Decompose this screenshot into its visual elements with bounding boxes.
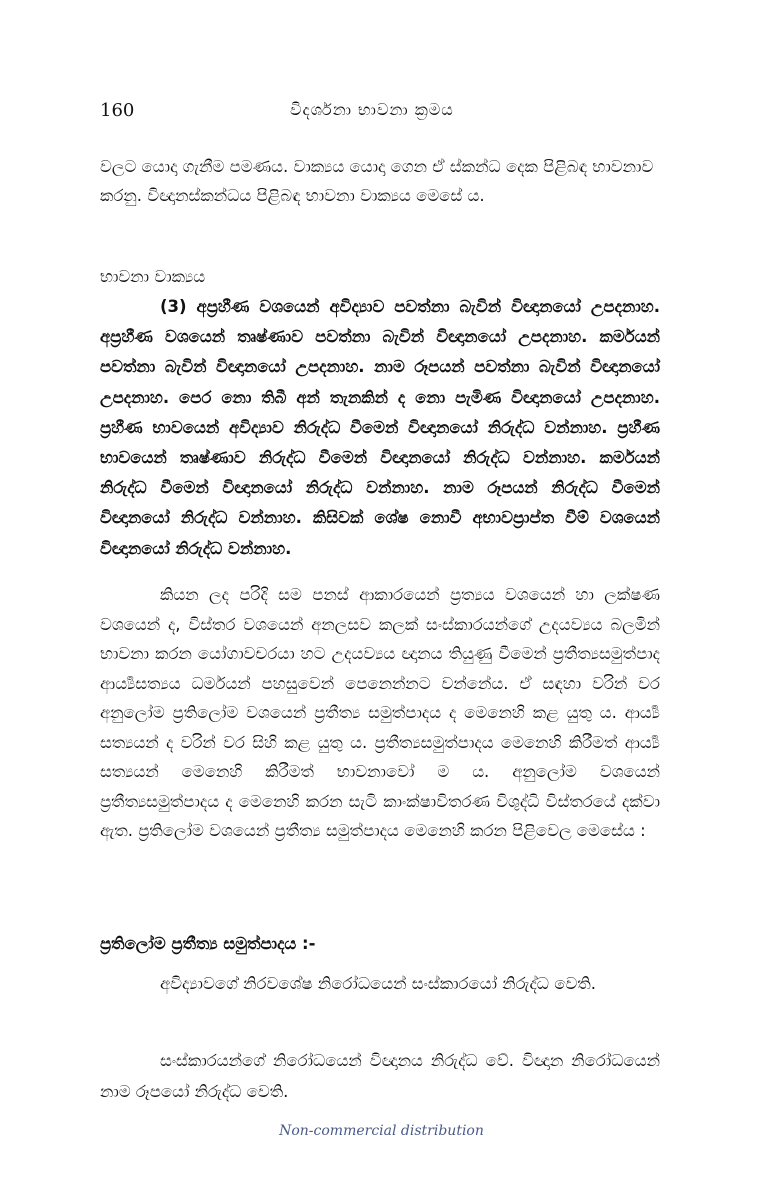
meditation-phrase-text: අප්‍රහීණ වශයෙන් අවිද්‍යාව පවත්නා බැවින් විඥානයෝ උපදනාහ. අප්‍රහීණ වශයෙන් තෘෂ්ණාව පවත්නා බැවින් විඥානයෝ උපදනාහ. කර්මයන් පවත්නා බැවින් විඥානයෝ උපදනාහ. නාම රූපයන් පවත්නා බැවින් විඥානයෝ උපදනාහ. පෙර නො තිබී අන් තැනකින් ද නො පැමිණ විඥානයෝ උපදනාහ. ප්‍රහීණ භාවයෙන් අවිද්‍යාව නිරුද්ධ වීමෙන් විඥානයෝ නිරුද්ධ වන්නාහ. ප්‍රහීණ භාවයෙන් තෘෂ්ණාව නිරුද්ධ වීමෙන් විඥානයෝ නිරුද්ධ වන්නාහ. කර්මයන් නිරුද්ධ වීමෙන් විඥානයෝ නිරුද්ධ වන්නාහ. නාම රූපයන් නිරුද්ධ වීමෙන් විඥානයෝ නිරුද්ධ වන්නාහ. කිසිවක් ශේෂ නොවී අභාවප්‍රාප්ත වීම් වශයෙන් විඥානයෝ නිරුද්ධ වන්නාහ. <box>100 297 661 558</box>
paragraph-meditation-phrase <box>100 292 660 564</box>
section-heading-bhavana-vakya: භාවනා වාක්‍යය <box>100 267 206 286</box>
page-header <box>100 100 660 128</box>
paragraph-explanation: කියන ලද පරිදි සම පනස් ආකාරයෙන් ප්‍රත්‍යය වශයෙන් හා ලක්ෂණ වශයෙන් ද, විස්තර වශයෙන් අනලසව කලක් සංස්කාරයන්ගේ උදයව්‍යය බලමින් භාවනා කරන යෝගාවචරයා හට උදයව්‍යය ඥානය තියුණු වීමෙන් ප්‍රතීත්‍යසමුත්පාද ආර්‍ය්‍යසත්‍යය ධර්මයන් පහසුවෙන් පෙනෙන්නට වන්නේය. ඒ සඳහා වරින් වර අනුලෝම ප්‍රතිලෝම වශයෙන් ප්‍රතීත්‍ය සමුත්පාදය ද මෙනෙහි කළ යුතු ය. ආර්‍ය්‍ය සත්‍යයන් ද වරින් වර සිහි කළ යුතු ය. ප්‍රතීත්‍යසමුත්පාදය මෙනෙහි කිරීමත් ආර්‍ය්‍ය සත්‍යයන් මෙනෙහි කිරීමත් භාවනාවෝ ම ය. අනුලෝම වශයෙන් ප්‍රතීත්‍යසමුත්පාදය ද මෙනෙහි කරන සැටි කාංක්ෂාවිතරණ විශුද්ධි විස්තරයේ දක්වා ඇත. ප්‍රතිලෝම වශයෙන් ප්‍රතීත්‍ය සමුත්පාදය මෙනෙහි කරන පිළිවෙල මෙසේය : <box>100 585 660 840</box>
section-heading-pratiloma: ප්‍රතිලෝම ප්‍රතීත්‍ය සමුත්පාදය :- <box>100 934 316 953</box>
paragraph-number: (3) <box>160 297 187 316</box>
paragraph-sanskara-nirodha: සංස්කාරයන්ගේ නිරෝධයෙන් විඥානය නිරුද්ධ වේ. විඥාන නිරෝධයෙන් නාම රූපයෝ නිරුද්ධ වෙති. <box>100 1051 660 1101</box>
paragraph-avidya-nirodha: අවිද්‍යාවගේ නිරවශේෂ නිරෝධයෙන් සංස්කාරයෝ නිරුද්ධ වෙති. <box>160 974 597 993</box>
running-title: විදර්ශනා භාවනා ක්‍රමය <box>290 100 454 119</box>
paragraph-1: වලට යොදා ගැනීම පමණය. වාක්‍යය යොදා ගෙන ඒ ස්කන්ධ දෙක පිළිබඳ භාවනාව කරනු. විඥානස්කන්ධය පිළිබඳ භාවනා වාක්‍යය මෙසේ ය. <box>100 157 654 205</box>
footer-note: Non-commercial distribution <box>279 1123 484 1139</box>
page-number: 160 <box>100 100 135 121</box>
